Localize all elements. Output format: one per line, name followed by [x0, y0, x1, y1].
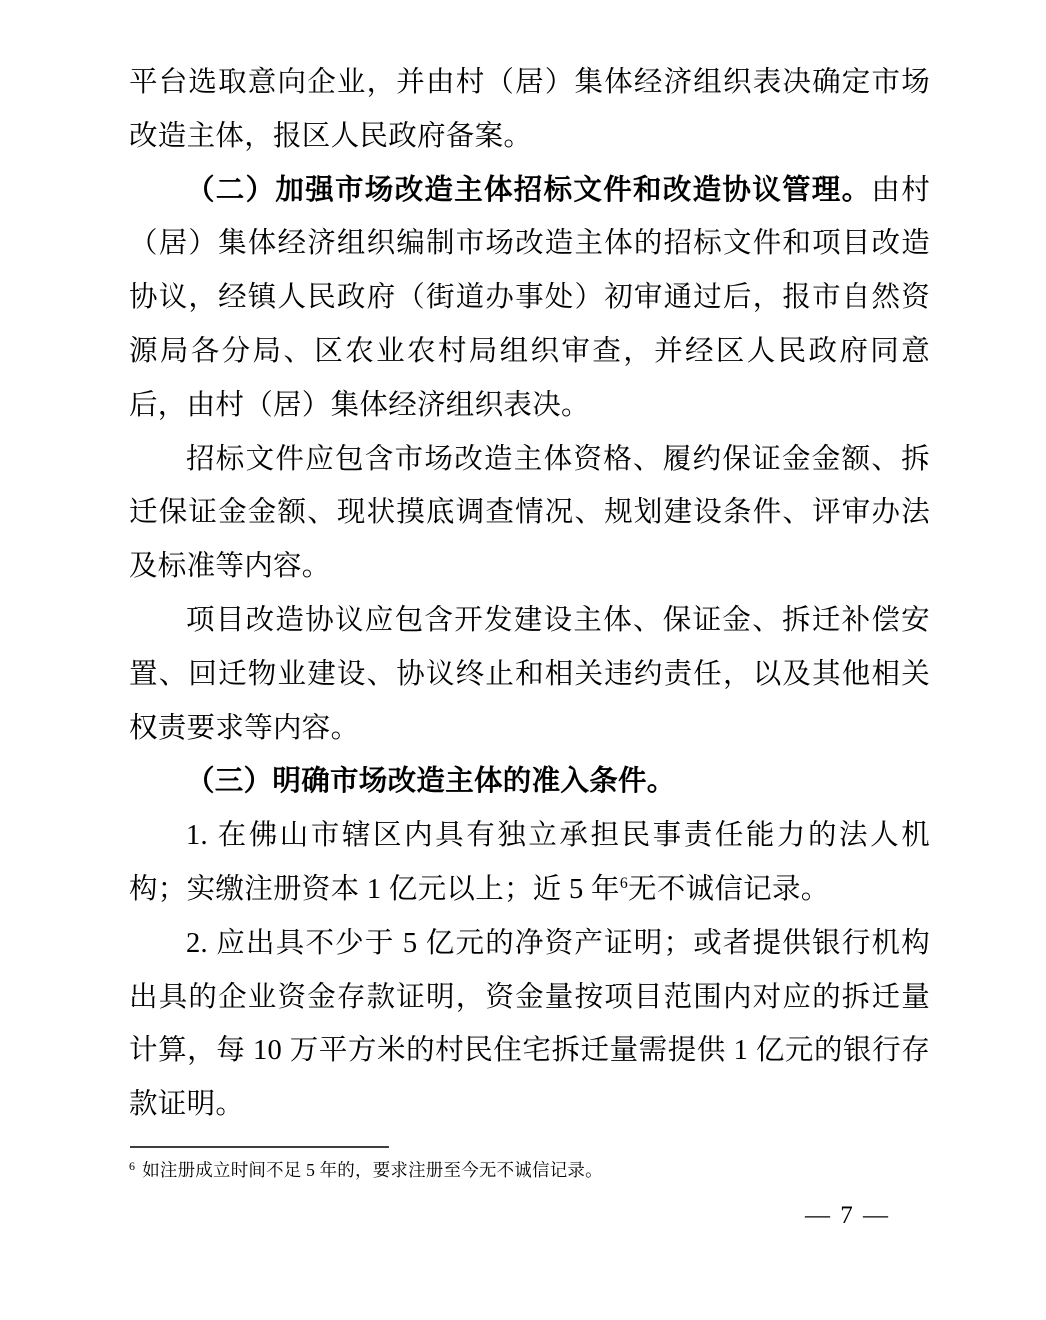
paragraph-text: 由村（居）集体经济组织编制市场改造主体的招标文件和项目改造协议，经镇人民政府（街道办事处）初审通过后，报市自然资源局各分局、区农业农村局组织审查，并经区人民政府同意后，由村（居）集体经济组织表决。	[129, 174, 930, 421]
paragraph-continuation	[129, 56, 930, 164]
page-number: — 7 —	[805, 1202, 890, 1229]
paragraph-item-1	[129, 809, 930, 917]
footnote-reference: 6	[619, 874, 628, 892]
paragraph-text: 1. 在佛山市辖区内具有独立承担民事责任能力的法人机构；实缴注册资本 1 亿元以上；近 5 年	[129, 820, 930, 905]
paragraph-renovation-agreement	[129, 594, 930, 755]
paragraph-text: 平台选取意向企业，并由村（居）集体经济组织表决确定市场改造主体，报区人民政府备案。	[129, 67, 930, 152]
document-body	[129, 56, 930, 1132]
section-heading-3: （三）明确市场改造主体的准入条件。	[186, 766, 676, 798]
section-heading-2: （二）加强市场改造主体招标文件和改造协议管理。	[186, 174, 872, 206]
footnote-area	[129, 1146, 929, 1183]
paragraph-text: 项目改造协议应包含开发建设主体、保证金、拆迁补偿安置、回迁物业建设、协议终止和相关违约责任，以及其他相关权责要求等内容。	[129, 604, 930, 744]
footnote-text	[129, 1158, 929, 1183]
paragraph-section-3	[129, 755, 930, 809]
paragraph-text: 无不诚信记录。	[627, 873, 830, 905]
paragraph-text: 招标文件应包含市场改造主体资格、履约保证金金额、拆迁保证金金额、现状摸底调查情况、规划建设条件、评审办法及标准等内容。	[129, 443, 930, 583]
footnote-body: 如注册成立时间不足 5 年的，要求注册至今无不诚信记录。	[142, 1160, 603, 1180]
paragraph-text: 2. 应出具不少于 5 亿元的净资产证明；或者提供银行机构出具的企业资金存款证明，资金量按项目范围内对应的拆迁量计算，每 10 万平方米的村民住宅拆迁量需提供 1 亿元的银行存款证明。	[129, 927, 930, 1121]
paragraph-section-2	[129, 164, 930, 433]
footnote-divider	[130, 1146, 389, 1148]
footnote-marker: 6	[129, 1159, 136, 1173]
paragraph-tender-docs	[129, 433, 930, 594]
paragraph-item-2	[129, 917, 930, 1132]
